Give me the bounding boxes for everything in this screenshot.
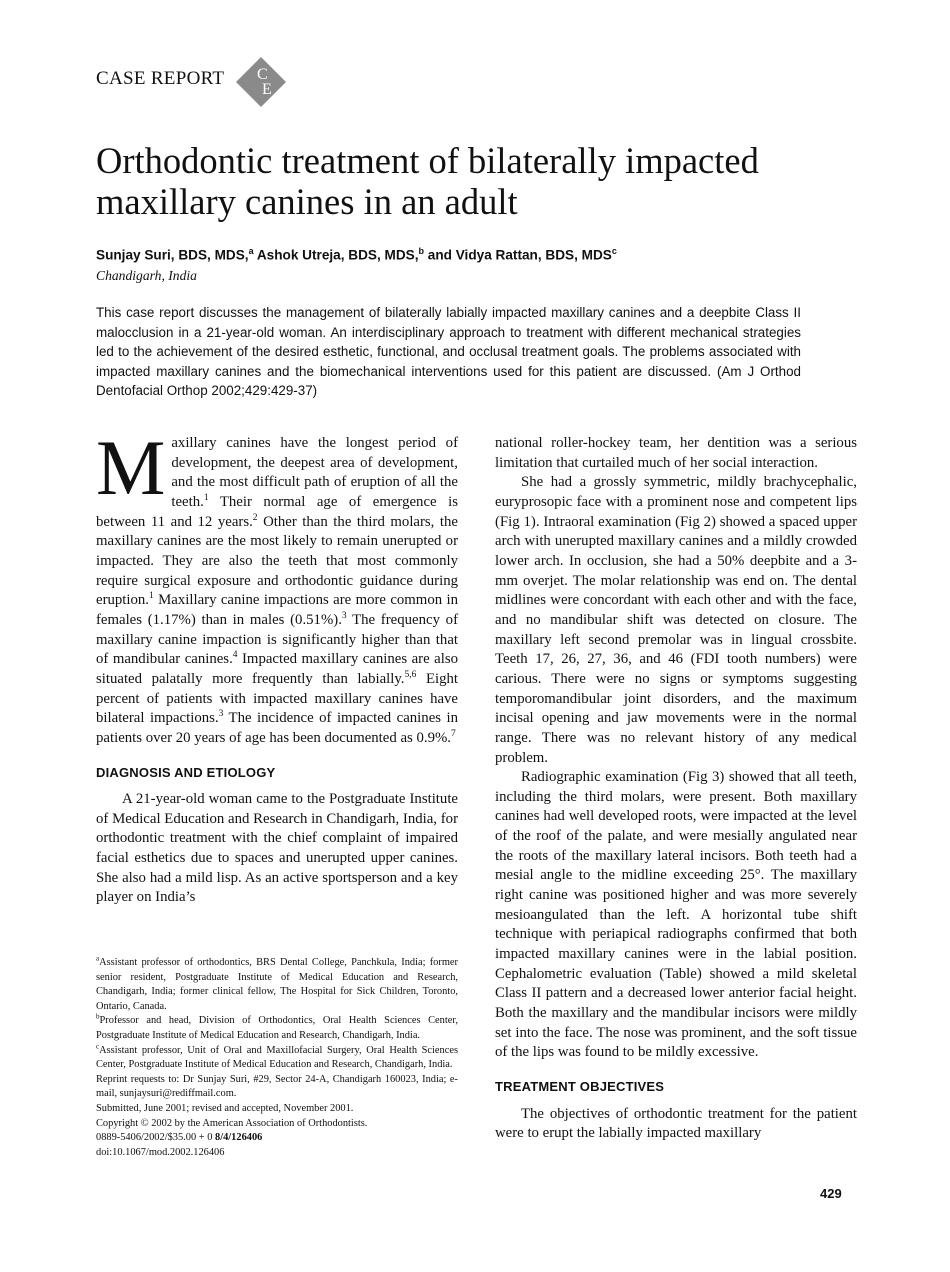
badge-letter-c: C: [257, 66, 268, 83]
author-affiliation-mark: a: [248, 246, 254, 256]
section-heading-objectives: TREATMENT OBJECTIVES: [495, 1079, 665, 1094]
body-paragraph: The objectives of orthodontic treatment for the patient were to erupt the labially impacted maxillary: [495, 1105, 857, 1142]
author-name: Ashok Utreja, BDS, MDS,: [253, 247, 419, 263]
body-paragraph: She had a grossly symmetric, mildly brachycephalic, euryprosopic face with a prominent nose and competent lips (Fig 1). Intraoral examination (Fig 2) showed a spaced upper arch with unerupted maxillary canines and a mildly crowded lower arch. In occlusion, she had a 50% deepbite and a 3-mm overjet. The molar relationship was end on. The dental midlines were concordant with each other and with the face, and no mandibular shift was detected on closure. The maxillary left second premolar was in lingual crossbite. Teeth 17, 26, 27, 36, and 46 (FDI tooth numbers) were carious. There were no signs or symptoms suggesting temporomandibular joint disorders, and the maximum incisal opening and jaw movements were in the normal range. There was no relevant history of any medical problem.: [495, 474, 857, 766]
body-column-right: [495, 434, 857, 1144]
author-name: and Vidya Rattan, BDS, MDS: [424, 247, 612, 263]
footnote: $^b$Professor and head, Division of Orthodontics, Oral Health Sciences Center, Postgraduate Institute of Medical Education and Research, Chandigarh, India.: [96, 1012, 458, 1041]
author-affiliation-mark: c: [611, 246, 617, 256]
drop-cap: M: [96, 424, 166, 511]
citation: 1: [149, 591, 154, 602]
body-column-left: [96, 424, 458, 908]
footnote: Submitted, June 2001; revised and accepted, November 2001.: [96, 1102, 354, 1114]
body-paragraph: Radiographic examination (Fig 3) showed that all teeth, including the third molars, were present. Both maxillary canines had well developed roots, were impacted at the level of the roof of the palate, and were mesially angulated near the roots of the maxillary lateral incisors. Both teeth had a mesial angle to the midline exceeding 25°. The maxillary right canine was positioned higher and was more severely mesioangulated than the left. A horizontal tube shift technique with periapical radiographs confirmed that both impacted maxillary canines were in the labial position. Cephalometric evaluation (Table) showed a mild skeletal Class II pattern and a decreased lower anterior facial height. Both the maxillary and the mandibular incisors were mildly set into the face. The nose was prominent, and the soft tissue of the lips was found to be mildly excessive.: [495, 769, 857, 1061]
author-list: [96, 246, 617, 263]
citation: 3: [341, 610, 347, 621]
badge-letter-e: E: [262, 81, 272, 98]
article-title: Orthodontic treatment of bilaterally impacted maxillary canines in an adult: [96, 140, 759, 222]
section-heading-diagnosis: DIAGNOSIS AND ETIOLOGY: [96, 764, 276, 780]
footnotes: [96, 956, 458, 1160]
ce-logo-icon: [235, 56, 287, 108]
author-name: Sunjay Suri, BDS, MDS,: [96, 247, 249, 263]
footnote: Reprint requests to: Dr Sunjay Suri, #29, Sector 24-A, Chandigarh 160023, India; e-mail, sunjaysuri@rediffmail.com.: [96, 1073, 458, 1100]
author-affiliation-mark: b: [418, 246, 425, 256]
body-paragraph: national roller-hockey team, her dentition was a serious limitation that curtailed much of her social interaction.: [495, 435, 857, 471]
article-code: 8/4/126406: [215, 1132, 263, 1144]
citation: 1: [203, 493, 209, 504]
page-number: 429: [820, 1186, 842, 1201]
section-label: CASE REPORT: [96, 68, 225, 89]
abstract: [96, 303, 801, 401]
citation: 2: [252, 512, 258, 523]
footnote: Copyright © 2002 by the American Association of Orthodontists.: [96, 1117, 368, 1129]
intro-paragraph: Maxillary canines have the longest period of development, the deepest area of development, and the most difficult path of eruption of all the teeth.$^1$ Their normal age of emergence is between 11 and 12 years.$^2$ Other than the third molars, the maxillary canines are the most likely to remain unerupted or impacted. They are also the teeth that most commonly require surgical exposure and orthodontic guidance during eruption.$^1$ Maxillary canine impactions are more common in females (1.17%) than in males (0.51%).$^3$ The frequency of maxillary canine impaction is significantly higher than that of mandibular canines.$^4$ Impacted maxillary canines are also situated palatally more frequently than labially.$^{5,6}$ Eight percent of patients with impacted maxillary canines have bilateral impactions.$^3$ The incidence of impacted canines in patients over 20 years of age has been documented as 0.9%.$^7$: [96, 424, 458, 746]
citation: 3: [218, 709, 224, 720]
author-location: Chandigarh, India: [96, 268, 197, 283]
citation: 4: [232, 650, 238, 661]
footnote: 0889-5406/2002/$35.00 + 0 8/4/126406: [96, 1132, 263, 1144]
footnote: $^c$Assistant professor, Unit of Oral and Maxillofacial Surgery, Oral Health Sciences Center, Postgraduate Institute of Medical Education and Research, Chandigarh, India.: [96, 1042, 458, 1071]
body-paragraph: A 21-year-old woman came to the Postgraduate Institute of Medical Education and Research in Chandigarh, India, for orthodontic treatment with the chief complaint of impaired facial esthetics due to spaces and unerupted upper canines. She also had a mild lisp. As an active sportsperson and a key player on India’s: [96, 791, 458, 906]
abstract-text: This case report discusses the management of bilaterally labially impacted maxillary canines and a deepbite Class II malocclusion in a 21-year-old woman. An interdisciplinary approach to treatment with different mechanical strategies led to the achievement of the desired esthetic, functional, and occlusal treatment goals. The problems associated with impacted maxillary canines and the biomechanical interventions used for this patient are discussed. (Am J Orthod Dentofacial Orthop 2002;429:429-37): [96, 305, 801, 399]
footnote: $^a$Assistant professor of orthodontics, BRS Dental College, Panchkula, India; former senior resident, Postgraduate Institute of Medical Education and Research, Chandigarh, India; former clinical fellow, The Hospital for Sick Children, Toronto, Ontario, Canada.: [96, 954, 458, 1012]
citation: 7: [451, 728, 456, 739]
citation: 5,6: [404, 669, 417, 680]
footnote: doi:10.1067/mod.2002.126406: [96, 1146, 225, 1158]
